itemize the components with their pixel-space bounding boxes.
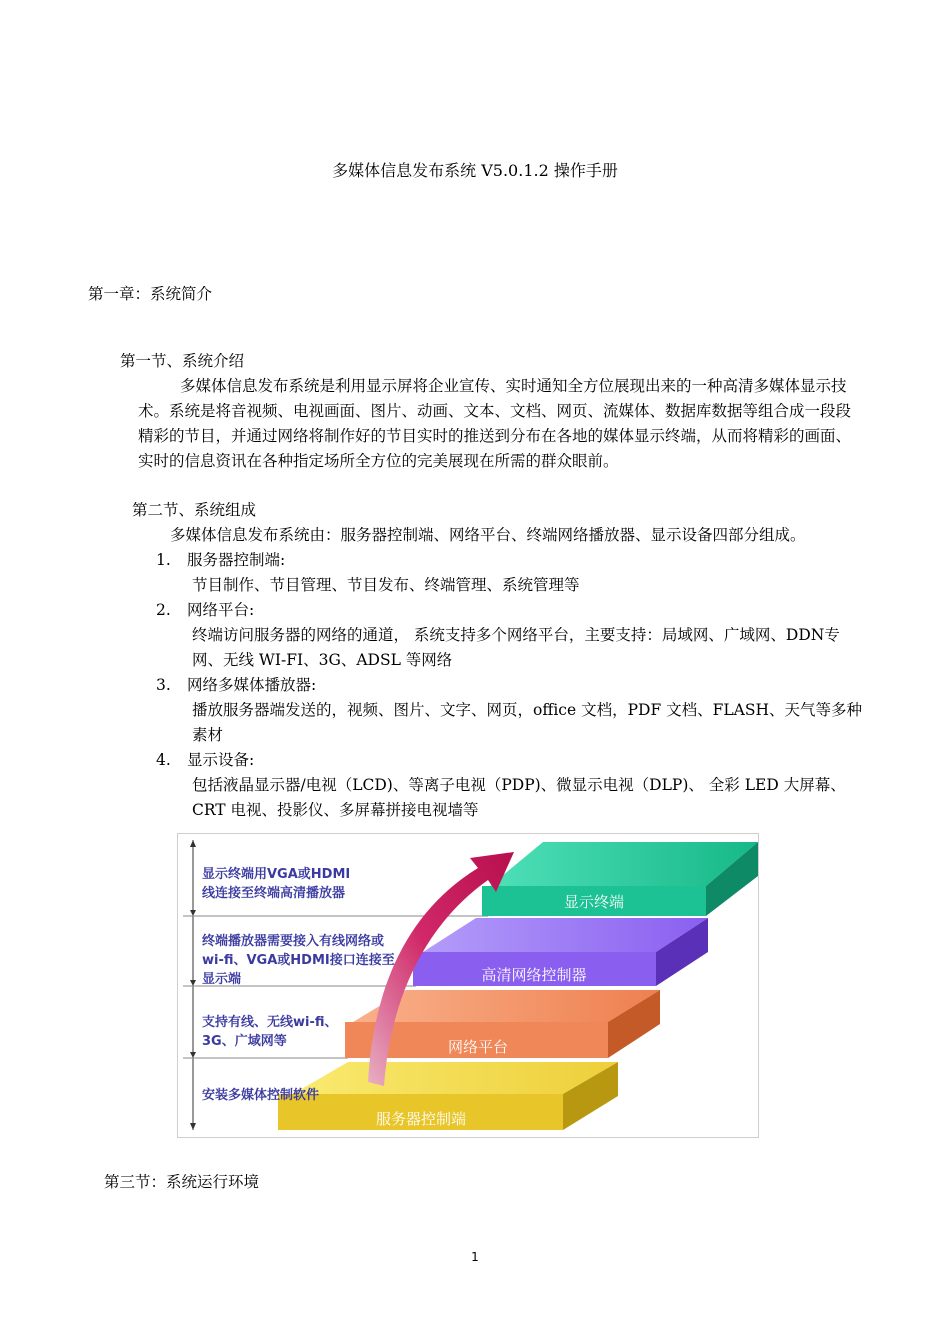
list-item-description: 播放服务器端发送的，视频、图片、文字、网页，office 文档，PDF 文档、FLASH、天气等多种素材	[192, 701, 862, 744]
list-item-number: 1.	[156, 551, 171, 569]
section-3-heading: 第三节：系统运行环境	[104, 1173, 260, 1191]
list-item-number: 3.	[156, 676, 171, 694]
left-label-line: 线连接至终端高清播放器	[202, 886, 346, 901]
arrowhead-icon	[190, 840, 196, 847]
section-2-heading: 第二节、系统组成	[132, 501, 257, 519]
chapter-heading: 第一章：系统简介	[88, 285, 213, 303]
list-item-description: 终端访问服务器的网络的通道， 系统支持多个网络平台，主要支持：局域网、广域网、DDN专网、无线 WI-FI、3G、ADSL 等网络	[192, 626, 840, 669]
step-label-display: 显示终端	[563, 893, 625, 911]
left-label-line: 支持有线、无线wi-fi、	[202, 1015, 338, 1030]
step-label-server: 服务器控制端	[375, 1110, 467, 1128]
stair-diagram-svg	[178, 834, 758, 1137]
list-item-title: 网络多媒体播放器:	[187, 676, 317, 694]
arrowhead-icon	[190, 1123, 196, 1130]
arrowhead-icon	[190, 910, 196, 916]
list-item-title: 服务器控制端:	[187, 551, 286, 569]
step-label-controller: 高清网络控制器	[481, 966, 587, 984]
left-label-line: 终端播放器需要接入有线网络或	[202, 934, 385, 949]
left-label-line: 显示终端用VGA或HDMI	[202, 867, 351, 882]
list-item-description: 节目制作、节目管理、节目发布、终端管理、系统管理等	[192, 576, 580, 594]
section-1-paragraph-text: 多媒体信息发布系统是利用显示屏将企业宣传、实时通知全方位展现出来的一种高清多媒体显示技术。系统是将音视频、电视画面、图片、动画、文本、文档、网页、流媒体、数据库数据等组合成一段段精彩的节目，并通过网络将制作好的节目实时的推送到分布在各地的媒体显示终端，从而将精彩的画面、实时的信息资讯在各种指定场所全方位的完美展现在所需的群众眼前。	[138, 377, 852, 470]
list-item-description: 包括液晶显示器/电视（LCD)、等离子电视（PDP)、微显示电视（DLP)、 全彩 LED 大屏幕、CRT 电视、投影仪、多屏幕拼接电视墙等	[192, 776, 846, 819]
left-label-line: wi-fi、VGA或HDMI接口连接至	[202, 953, 395, 968]
step-server-top	[293, 1062, 618, 1094]
system-composition-diagram	[177, 833, 759, 1138]
left-label-line: 安装多媒体控制软件	[202, 1088, 320, 1103]
left-label-line: 显示端	[202, 972, 242, 987]
section-1-heading: 第一节、系统介绍	[120, 352, 245, 370]
document-title: 多媒体信息发布系统 V5.0.1.2 操作手册	[332, 161, 618, 180]
left-label-line: 3G、广域网等	[202, 1034, 287, 1049]
list-item-number: 4.	[156, 751, 171, 769]
page-number: 1	[471, 1250, 479, 1264]
step-label-network: 网络平台	[447, 1038, 509, 1056]
arrowhead-icon	[190, 1052, 196, 1058]
list-item-title: 显示设备:	[187, 751, 255, 769]
list-item-number: 2.	[156, 601, 171, 619]
section-1-paragraph	[138, 374, 866, 474]
arrowhead-icon	[190, 980, 196, 986]
list-item-title: 网络平台:	[187, 601, 255, 619]
section-2-intro: 多媒体信息发布系统由：服务器控制端、网络平台、终端网络播放器、显示设备四部分组成。	[170, 526, 806, 544]
